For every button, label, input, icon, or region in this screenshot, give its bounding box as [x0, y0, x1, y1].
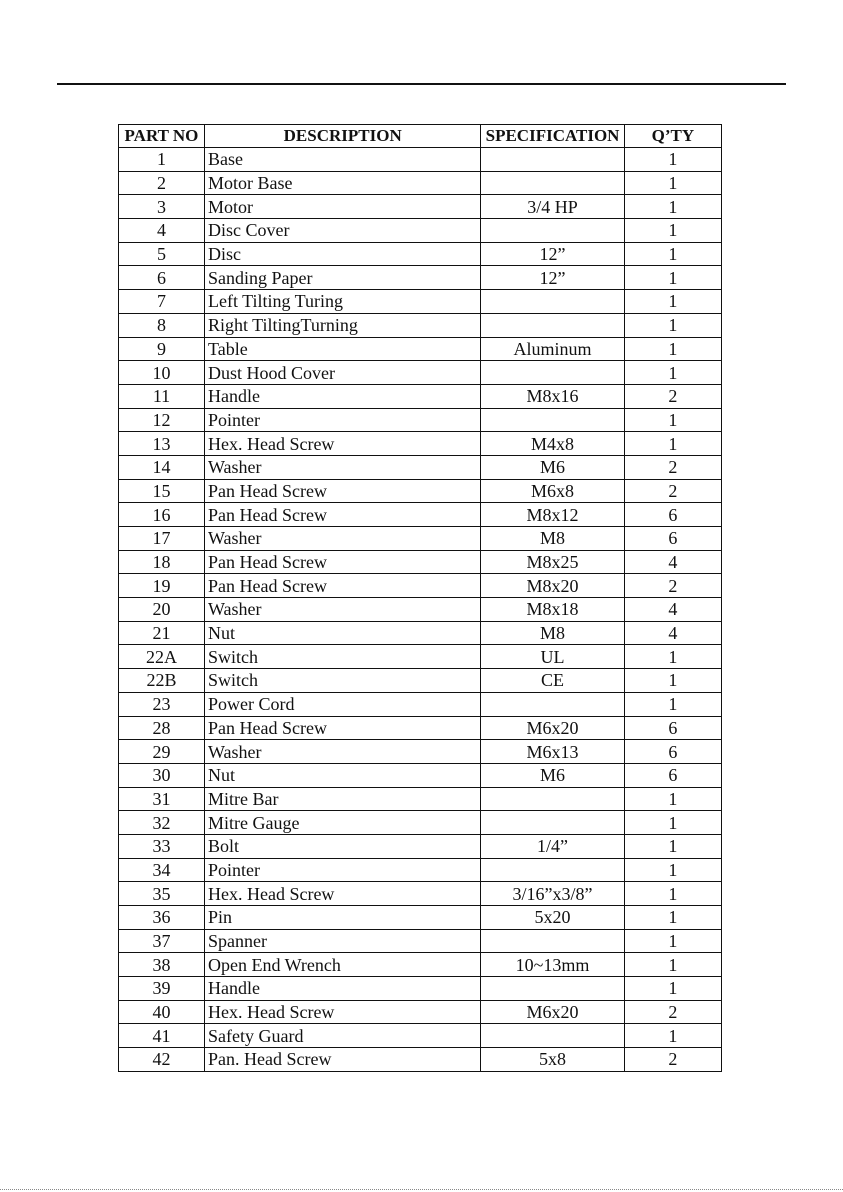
qty-cell: 1	[624, 953, 721, 977]
header-rule	[57, 83, 786, 85]
description-cell: Pan Head Screw	[204, 716, 480, 740]
part-no-cell: 8	[119, 313, 205, 337]
qty-cell: 4	[624, 621, 721, 645]
specification-cell	[481, 313, 624, 337]
description-cell: Dust Hood Cover	[204, 361, 480, 385]
qty-cell: 6	[624, 527, 721, 551]
description-cell: Washer	[204, 527, 480, 551]
qty-cell: 1	[624, 645, 721, 669]
specification-cell	[481, 361, 624, 385]
table-row	[119, 906, 722, 930]
specification-cell: M6x8	[481, 479, 624, 503]
table-row	[119, 408, 722, 432]
description-cell: Safety Guard	[204, 1024, 480, 1048]
part-no-cell: 21	[119, 621, 205, 645]
qty-cell: 1	[624, 361, 721, 385]
specification-cell: 10~13mm	[481, 953, 624, 977]
qty-cell: 2	[624, 384, 721, 408]
description-cell: Right TiltingTurning	[204, 313, 480, 337]
specification-cell	[481, 408, 624, 432]
specification-cell: 5x20	[481, 906, 624, 930]
specification-cell: M8	[481, 621, 624, 645]
part-no-cell: 35	[119, 882, 205, 906]
qty-cell: 6	[624, 716, 721, 740]
description-cell: Handle	[204, 384, 480, 408]
part-no-cell: 23	[119, 692, 205, 716]
specification-cell: Aluminum	[481, 337, 624, 361]
table-row	[119, 266, 722, 290]
specification-cell: M6x20	[481, 1000, 624, 1024]
description-cell: Switch	[204, 645, 480, 669]
specification-cell: M6	[481, 763, 624, 787]
description-cell: Disc Cover	[204, 219, 480, 243]
header-part-no: PART NO	[119, 125, 205, 148]
specification-cell	[481, 929, 624, 953]
part-no-cell: 17	[119, 527, 205, 551]
part-no-cell: 14	[119, 455, 205, 479]
description-cell: Pin	[204, 906, 480, 930]
qty-cell: 4	[624, 550, 721, 574]
header-qty: Q’TY	[624, 125, 721, 148]
description-cell: Spanner	[204, 929, 480, 953]
specification-cell: M8x16	[481, 384, 624, 408]
qty-cell: 1	[624, 219, 721, 243]
header-description: DESCRIPTION	[204, 125, 480, 148]
table-row	[119, 669, 722, 693]
qty-cell: 2	[624, 1048, 721, 1072]
specification-cell: UL	[481, 645, 624, 669]
qty-cell: 1	[624, 148, 721, 172]
part-no-cell: 30	[119, 763, 205, 787]
table-row	[119, 290, 722, 314]
specification-cell	[481, 148, 624, 172]
qty-cell: 6	[624, 740, 721, 764]
part-no-cell: 16	[119, 503, 205, 527]
description-cell: Power Cord	[204, 692, 480, 716]
qty-cell: 2	[624, 455, 721, 479]
table-row	[119, 1048, 722, 1072]
part-no-cell: 4	[119, 219, 205, 243]
part-no-cell: 36	[119, 906, 205, 930]
specification-cell: 1/4”	[481, 834, 624, 858]
qty-cell: 1	[624, 977, 721, 1001]
table-row	[119, 740, 722, 764]
qty-cell: 1	[624, 669, 721, 693]
part-no-cell: 6	[119, 266, 205, 290]
table-row	[119, 716, 722, 740]
table-row	[119, 219, 722, 243]
table-row	[119, 337, 722, 361]
qty-cell: 1	[624, 834, 721, 858]
qty-cell: 1	[624, 313, 721, 337]
part-no-cell: 2	[119, 171, 205, 195]
part-no-cell: 11	[119, 384, 205, 408]
part-no-cell: 39	[119, 977, 205, 1001]
qty-cell: 1	[624, 337, 721, 361]
specification-cell	[481, 811, 624, 835]
description-cell: Washer	[204, 598, 480, 622]
table-row	[119, 621, 722, 645]
description-cell: Motor	[204, 195, 480, 219]
part-no-cell: 38	[119, 953, 205, 977]
table-row	[119, 834, 722, 858]
table-row	[119, 811, 722, 835]
description-cell: Bolt	[204, 834, 480, 858]
description-cell: Hex. Head Screw	[204, 432, 480, 456]
table-row	[119, 242, 722, 266]
table-row	[119, 1000, 722, 1024]
qty-cell: 1	[624, 195, 721, 219]
table-row	[119, 929, 722, 953]
description-cell: Hex. Head Screw	[204, 1000, 480, 1024]
part-no-cell: 9	[119, 337, 205, 361]
qty-cell: 1	[624, 787, 721, 811]
qty-cell: 2	[624, 1000, 721, 1024]
description-cell: Mitre Bar	[204, 787, 480, 811]
table-row	[119, 384, 722, 408]
specification-cell: M6x13	[481, 740, 624, 764]
specification-cell: M8x25	[481, 550, 624, 574]
description-cell: Pointer	[204, 408, 480, 432]
table-row	[119, 195, 722, 219]
part-no-cell: 33	[119, 834, 205, 858]
description-cell: Disc	[204, 242, 480, 266]
qty-cell: 2	[624, 574, 721, 598]
description-cell: Handle	[204, 977, 480, 1001]
part-no-cell: 12	[119, 408, 205, 432]
description-cell: Motor Base	[204, 171, 480, 195]
part-no-cell: 28	[119, 716, 205, 740]
qty-cell: 1	[624, 171, 721, 195]
part-no-cell: 20	[119, 598, 205, 622]
table-row	[119, 148, 722, 172]
description-cell: Pan Head Screw	[204, 503, 480, 527]
part-no-cell: 22A	[119, 645, 205, 669]
table-row	[119, 361, 722, 385]
part-no-cell: 42	[119, 1048, 205, 1072]
table-row	[119, 763, 722, 787]
qty-cell: 1	[624, 432, 721, 456]
qty-cell: 6	[624, 503, 721, 527]
specification-cell: 12”	[481, 242, 624, 266]
qty-cell: 1	[624, 929, 721, 953]
table-row	[119, 882, 722, 906]
table-row	[119, 527, 722, 551]
description-cell: Mitre Gauge	[204, 811, 480, 835]
table-row	[119, 574, 722, 598]
specification-cell: M8x12	[481, 503, 624, 527]
table-row	[119, 550, 722, 574]
part-no-cell: 34	[119, 858, 205, 882]
table-row	[119, 977, 722, 1001]
description-cell: Hex. Head Screw	[204, 882, 480, 906]
description-cell: Pan Head Screw	[204, 574, 480, 598]
table-row	[119, 503, 722, 527]
qty-cell: 1	[624, 811, 721, 835]
part-no-cell: 7	[119, 290, 205, 314]
part-no-cell: 32	[119, 811, 205, 835]
description-cell: Pan. Head Screw	[204, 1048, 480, 1072]
specification-cell: M4x8	[481, 432, 624, 456]
parts-list-table	[118, 124, 722, 1072]
part-no-cell: 19	[119, 574, 205, 598]
description-cell: Switch	[204, 669, 480, 693]
qty-cell: 1	[624, 882, 721, 906]
part-no-cell: 29	[119, 740, 205, 764]
qty-cell: 1	[624, 290, 721, 314]
part-no-cell: 41	[119, 1024, 205, 1048]
qty-cell: 1	[624, 266, 721, 290]
table-row	[119, 455, 722, 479]
specification-cell: 12”	[481, 266, 624, 290]
specification-cell: M8x18	[481, 598, 624, 622]
specification-cell	[481, 171, 624, 195]
qty-cell: 2	[624, 479, 721, 503]
table-row	[119, 692, 722, 716]
specification-cell: M6	[481, 455, 624, 479]
part-no-cell: 40	[119, 1000, 205, 1024]
specification-cell	[481, 1024, 624, 1048]
qty-cell: 1	[624, 692, 721, 716]
specification-cell	[481, 692, 624, 716]
description-cell: Base	[204, 148, 480, 172]
description-cell: Pan Head Screw	[204, 550, 480, 574]
specification-cell: 5x8	[481, 1048, 624, 1072]
part-no-cell: 13	[119, 432, 205, 456]
description-cell: Left Tilting Turing	[204, 290, 480, 314]
qty-cell: 1	[624, 1024, 721, 1048]
description-cell: Sanding Paper	[204, 266, 480, 290]
specification-cell	[481, 787, 624, 811]
part-no-cell: 37	[119, 929, 205, 953]
part-no-cell: 18	[119, 550, 205, 574]
header-specification: SPECIFICATION	[481, 125, 624, 148]
part-no-cell: 31	[119, 787, 205, 811]
description-cell: Pan Head Screw	[204, 479, 480, 503]
table-row	[119, 313, 722, 337]
part-no-cell: 10	[119, 361, 205, 385]
page-bottom-edge	[0, 1189, 843, 1190]
table-row	[119, 432, 722, 456]
qty-cell: 4	[624, 598, 721, 622]
description-cell: Nut	[204, 621, 480, 645]
table-row	[119, 598, 722, 622]
table-row	[119, 171, 722, 195]
qty-cell: 1	[624, 242, 721, 266]
specification-cell: M6x20	[481, 716, 624, 740]
specification-cell	[481, 290, 624, 314]
specification-cell: 3/16”x3/8”	[481, 882, 624, 906]
specification-cell	[481, 219, 624, 243]
description-cell: Pointer	[204, 858, 480, 882]
part-no-cell: 3	[119, 195, 205, 219]
table-row	[119, 1024, 722, 1048]
part-no-cell: 1	[119, 148, 205, 172]
qty-cell: 1	[624, 408, 721, 432]
table-row	[119, 479, 722, 503]
specification-cell: 3/4 HP	[481, 195, 624, 219]
specification-cell	[481, 977, 624, 1001]
part-no-cell: 15	[119, 479, 205, 503]
description-cell: Nut	[204, 763, 480, 787]
qty-cell: 1	[624, 858, 721, 882]
table-row	[119, 787, 722, 811]
qty-cell: 6	[624, 763, 721, 787]
qty-cell: 1	[624, 906, 721, 930]
table-row	[119, 953, 722, 977]
parts-table-body	[119, 148, 722, 1072]
specification-cell: M8	[481, 527, 624, 551]
description-cell: Washer	[204, 740, 480, 764]
table-row	[119, 645, 722, 669]
specification-cell	[481, 858, 624, 882]
description-cell: Open End Wrench	[204, 953, 480, 977]
description-cell: Washer	[204, 455, 480, 479]
table-header-row	[119, 125, 722, 148]
part-no-cell: 22B	[119, 669, 205, 693]
specification-cell: CE	[481, 669, 624, 693]
part-no-cell: 5	[119, 242, 205, 266]
specification-cell: M8x20	[481, 574, 624, 598]
description-cell: Table	[204, 337, 480, 361]
table-row	[119, 858, 722, 882]
